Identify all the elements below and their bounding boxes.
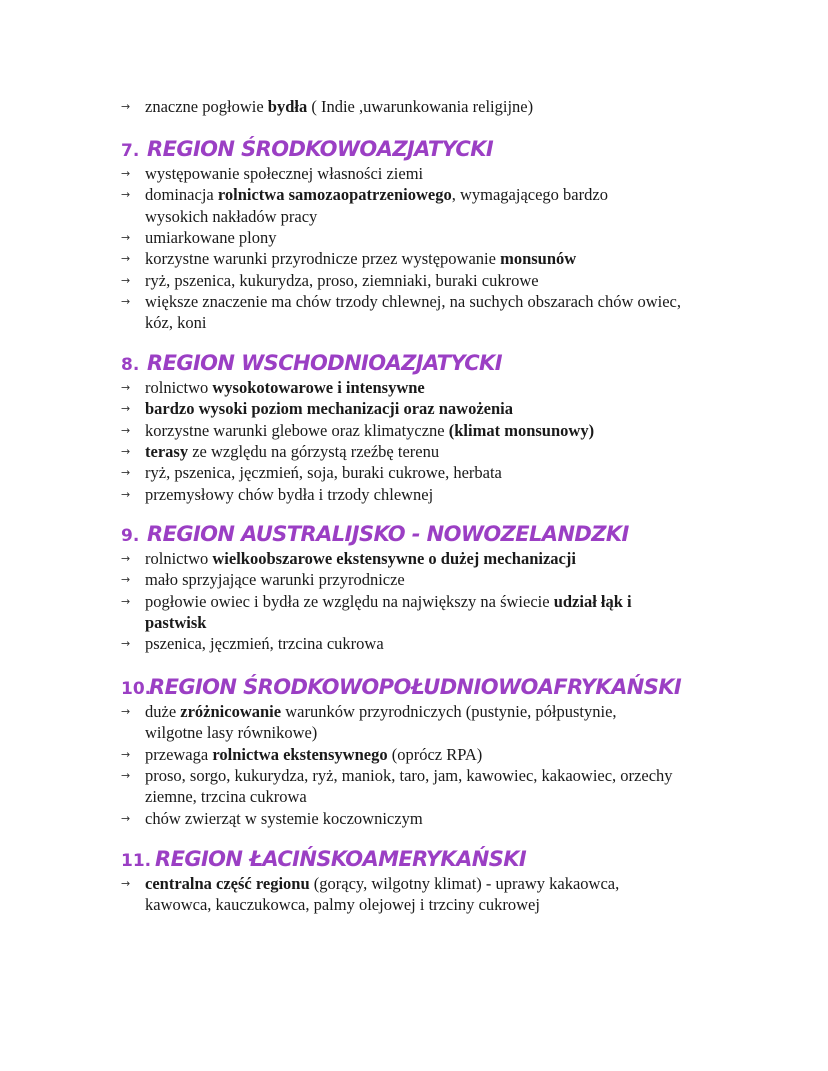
bold-text: monsunów (500, 249, 577, 269)
text: ziemne, trzcina cukrowa (145, 787, 307, 807)
arrow-bullet-icon: → (121, 877, 131, 890)
text: większe znaczenie ma chów trzody chlewnej, na suchych obszarach chów owiec, (145, 291, 682, 311)
arrow-bullet-icon: → (121, 444, 131, 458)
bullet-item (145, 163, 423, 184)
bold-text: wysokotowarowe i intensywne (212, 378, 425, 397)
section-number: 9. (121, 526, 140, 546)
text: pszenica, jęczmień, trzcina cukrowa (145, 634, 384, 654)
text: (gorący, wilgotny klimat) - uprawy kakaowca, (309, 874, 620, 893)
text: duże (145, 702, 181, 721)
bold-text: centralna część regionu (145, 874, 310, 893)
arrow-bullet-icon: → (121, 100, 131, 113)
arrow-bullet-icon: → (121, 381, 131, 394)
bold-text: rolnictwa ekstensywnego (212, 744, 388, 764)
arrow-bullet-icon: → (121, 768, 131, 782)
text: chów zwierząt w systemie koczowniczym (145, 808, 423, 828)
section-title: REGION WSCHODNIOAZJATYCKI (147, 351, 502, 375)
bullet-item-continuation (145, 894, 540, 915)
text: pogłowie owiec i bydła ze względu na największy na świecie (145, 591, 554, 611)
bullet-item (145, 398, 513, 419)
arrow-bullet-icon: → (121, 252, 131, 266)
arrow-bullet-icon: → (121, 294, 131, 308)
bullet-item-continuation (145, 722, 317, 743)
bullet-item (145, 569, 405, 590)
bullet-item (145, 744, 482, 765)
intro-text-bold: bydła (267, 97, 308, 116)
text: występowanie społecznej własności ziemi (145, 164, 424, 183)
section-title: REGION ŚRODKOWOAZJATYCKI (147, 137, 494, 161)
bullet-item (145, 441, 439, 462)
bullet-item-continuation (145, 206, 317, 227)
arrow-bullet-icon: → (121, 487, 131, 501)
bullet-item (145, 291, 681, 312)
bold-text: bardzo wysoki poziom mechanizacji oraz nawożenia (145, 399, 514, 419)
text: ryż, pszenica, kukurydza, proso, ziemniaki, buraki cukrowe (145, 270, 539, 290)
bullet-item (145, 633, 384, 654)
text: dominacja (145, 185, 218, 205)
text: , wymagającego bardzo (451, 185, 608, 205)
arrow-bullet-icon: → (121, 637, 131, 651)
text: wilgotne lasy równikowe) (145, 723, 318, 743)
bullet-item (145, 377, 425, 398)
text: kóz, koni (145, 313, 207, 333)
bullet-item-continuation (145, 612, 206, 633)
arrow-bullet-icon: → (121, 273, 131, 287)
text: ze względu na górzystą rzeźbę terenu (188, 441, 440, 461)
bullet-item (145, 808, 423, 829)
intro-bullet (145, 96, 533, 117)
section-title: REGION ŁACIŃSKOAMERYKAŃSKI (155, 847, 527, 871)
arrow-bullet-icon: → (121, 188, 131, 202)
text: przemysłowy chów bydła i trzody chlewnej (145, 484, 434, 504)
text: proso, sorgo, kukurydza, ryż, maniok, taro, jam, kawowiec, kakaowiec, orzechy (145, 765, 673, 785)
bold-text: rolnictwa samozaopatrzeniowego (217, 185, 452, 205)
section-number: 11. (121, 851, 152, 871)
bullet-item-continuation (145, 312, 206, 333)
bullet-item (145, 591, 632, 612)
text: rolnictwo (145, 378, 213, 397)
bullet-item (145, 765, 673, 786)
arrow-bullet-icon: → (121, 402, 131, 416)
arrow-bullet-icon: → (121, 167, 131, 180)
section-title: REGION AUSTRALIJSKO - NOWOZELANDZKI (147, 522, 629, 546)
arrow-bullet-icon: → (121, 594, 131, 608)
bold-text: udział łąk i (553, 591, 632, 611)
section-title: REGION ŚRODKOWOPOŁUDNIOWOAFRYKAŃSKI (149, 675, 682, 699)
text: umiarkowane plony (145, 227, 277, 247)
bullet-item (145, 420, 594, 441)
bold-text: terasy (145, 441, 189, 461)
bullet-item (145, 873, 619, 894)
text: mało sprzyjające warunki przyrodnicze (145, 570, 405, 590)
arrow-bullet-icon: → (121, 552, 131, 565)
text: korzystne warunki przyrodnicze przez występowanie (145, 249, 501, 269)
arrow-bullet-icon: → (121, 230, 131, 244)
intro-text-post: ( Indie ,uwarunkowania religijne) (307, 97, 534, 116)
bullet-item (145, 270, 539, 291)
section-number: 10. (121, 679, 152, 699)
arrow-bullet-icon: → (121, 466, 131, 480)
arrow-bullet-icon: → (121, 573, 131, 587)
text: (oprócz RPA) (387, 744, 483, 764)
arrow-bullet-icon: → (121, 423, 131, 437)
bullet-item (145, 227, 277, 248)
arrow-bullet-icon: → (121, 747, 131, 761)
bullet-item (145, 701, 617, 722)
text: przewaga (145, 744, 213, 764)
bullet-item-continuation (145, 786, 307, 807)
section-number: 7. (121, 141, 140, 161)
bold-text: (klimat monsunowy) (448, 420, 595, 440)
bullet-item (145, 548, 576, 569)
arrow-bullet-icon: → (121, 811, 131, 825)
text: korzystne warunki glebowe oraz klimatyczne (145, 420, 449, 440)
section-number: 8. (121, 355, 140, 375)
text: warunków przyrodniczych (pustynie, półpustynie, (281, 702, 617, 721)
text: rolnictwo (145, 549, 213, 568)
text: ryż, pszenica, jęczmień, soja, buraki cukrowe, herbata (145, 463, 502, 483)
arrow-bullet-icon: → (121, 705, 131, 718)
bullet-item (145, 484, 433, 505)
bold-text: pastwisk (145, 612, 207, 632)
bullet-item (145, 462, 502, 483)
bold-text: zróżnicowanie (180, 702, 282, 721)
bullet-item (145, 184, 608, 205)
intro-text-pre: znaczne pogłowie (145, 97, 268, 116)
text: kawowca, kauczukowca, palmy olejowej i trzciny cukrowej (145, 895, 540, 915)
text: wysokich nakładów pracy (145, 206, 318, 226)
bold-text: wielkoobszarowe ekstensywne o dużej mechanizacji (212, 549, 576, 568)
bullet-item (145, 248, 576, 269)
